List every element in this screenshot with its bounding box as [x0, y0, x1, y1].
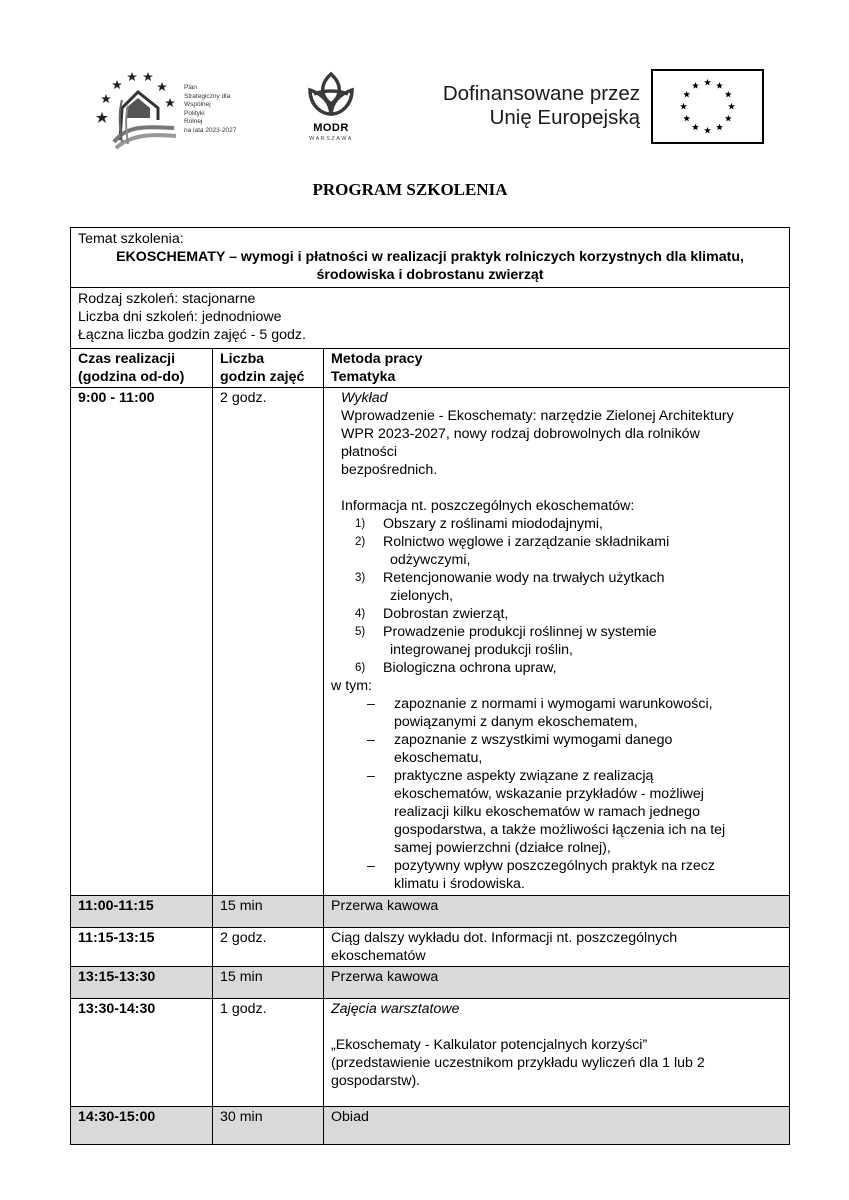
- eu-star-icon: [725, 115, 732, 122]
- training-hours-total: Łączna liczba godzin zajęć - 5 godz.: [78, 327, 306, 343]
- modr-trefoil-icon: [300, 70, 362, 122]
- item-number: 1): [355, 518, 366, 530]
- plan-strategiczny-text: [184, 84, 254, 136]
- text-line: Prowadzenie produkcji roślinnej w systemie: [383, 624, 657, 640]
- text-line: płatności: [341, 444, 397, 460]
- row-content: [324, 896, 790, 928]
- text-line: samej powierzchni (działce rolnej),: [394, 840, 611, 856]
- item-number: 2): [355, 536, 366, 548]
- ps-logo-line: Polityki: [184, 109, 205, 117]
- text-line: Obiad: [331, 1109, 369, 1125]
- list-item: [355, 659, 782, 677]
- header-line: godzin zajęć: [220, 369, 305, 385]
- text-line: Ciąg dalszy wykładu dot. Informacji nt. poszczególnych: [331, 930, 678, 946]
- text-line: zapoznanie z wszystkimi wymogami danego: [394, 732, 673, 748]
- training-type: Rodzaj szkoleń: stacjonarne: [78, 291, 256, 307]
- text-line: odżywczymi,: [390, 552, 471, 568]
- eu-star-icon: [716, 124, 723, 131]
- text-line: Rolnictwo węglowe i zarządzanie składnikami: [383, 534, 670, 550]
- row-hours: 15 min: [213, 967, 324, 999]
- plan-strategiczny-emblem-icon: [92, 70, 184, 150]
- row-content: [324, 967, 790, 999]
- text-line: bezpośrednich.: [341, 462, 438, 478]
- item-number: 4): [355, 608, 366, 620]
- topic-row: [71, 228, 790, 288]
- row-time: 11:15-13:15: [71, 928, 213, 967]
- text-line: praktyczne aspekty związane z realizacją: [394, 768, 654, 784]
- schedule-row: [71, 928, 790, 967]
- list-item: [355, 515, 782, 533]
- text-line: (przedstawienie uczestnikom przykładu wyliczeń dla 1 lub 2: [331, 1055, 705, 1071]
- schedule-row: [71, 967, 790, 999]
- row-content: [324, 388, 790, 896]
- eu-star-icon: [725, 91, 732, 98]
- list-item: [355, 533, 782, 569]
- including-label: w tym:: [331, 678, 372, 694]
- eu-star-icon: [683, 115, 690, 122]
- text-line: realizacji kilku ekoschematów w ramach jednego: [394, 804, 700, 820]
- row-time: 9:00 - 11:00: [71, 388, 213, 896]
- eu-star-icon: [692, 124, 699, 131]
- page-header: [0, 0, 849, 160]
- eu-flag: [651, 69, 764, 144]
- text-line: powiązanymi z danym ekoschematem,: [394, 714, 638, 730]
- column-header-time: [71, 349, 213, 388]
- header-line: (godzina od-do): [78, 369, 185, 385]
- item-number: 3): [355, 572, 366, 584]
- text-line: klimatu i środowiska.: [394, 876, 525, 892]
- column-header-row: [71, 349, 790, 388]
- schedule-row: [71, 388, 790, 896]
- schedule-row: [71, 999, 790, 1107]
- list-item: [355, 605, 782, 623]
- eu-star-icon: [704, 127, 711, 134]
- topics-list: [331, 695, 782, 893]
- dash-bullet-icon: –: [367, 858, 375, 874]
- eu-star-icon: [704, 79, 711, 86]
- text-line: Przerwa kawowa: [331, 969, 439, 985]
- topic-name: EKOSCHEMATY – wymogi i płatności w realizacji praktyk rolniczych korzystnych dla klimatu, środowiska i dobrostanu zwierząt: [116, 249, 744, 283]
- row-hours: 15 min: [213, 896, 324, 928]
- header-line: Czas realizacji: [78, 351, 176, 367]
- cofunding-line-2: Unię Europejską: [489, 106, 640, 129]
- intro-text: [331, 407, 782, 479]
- row-time: 13:30-14:30: [71, 999, 213, 1107]
- eu-stars-icon: [653, 71, 762, 142]
- list-item: [367, 857, 782, 893]
- ps-logo-line: na lata 2023-2027: [184, 126, 237, 134]
- text-line: zielonych,: [390, 588, 454, 604]
- dash-bullet-icon: –: [367, 768, 375, 784]
- header-line: Metoda pracy: [331, 351, 423, 367]
- eu-star-icon: [716, 82, 723, 89]
- ps-logo-line: Wspólnej: [184, 101, 211, 109]
- eu-star-icon: [692, 82, 699, 89]
- text-line: gospodarstw).: [331, 1073, 421, 1089]
- modr-logo: [300, 70, 362, 150]
- item-number: 6): [355, 662, 366, 674]
- eu-star-icon: [683, 91, 690, 98]
- text-line: WPR 2023-2027, nowy rodzaj dobrowolnych dla rolników: [341, 426, 700, 442]
- text-line: ekoschematów: [331, 948, 426, 964]
- row-time: 14:30-15:00: [71, 1107, 213, 1145]
- dash-bullet-icon: –: [367, 732, 375, 748]
- row-time: 13:15-13:30: [71, 967, 213, 999]
- list-item: [355, 569, 782, 605]
- ps-logo-line: Strategiczny dla: [184, 92, 231, 100]
- text-line: Wprowadzenie - Ekoschematy: narzędzie Zielonej Architektury: [341, 408, 734, 424]
- dash-bullet-icon: –: [367, 696, 375, 712]
- schedule-row: [71, 896, 790, 928]
- program-table: [70, 227, 790, 1145]
- text-line: pozytywny wpływ poszczególnych praktyk na rzecz: [394, 858, 715, 874]
- list-item: [367, 767, 782, 857]
- eu-star-icon: [680, 103, 687, 110]
- text-line: gospodarstwa, a także możliwości łączenia ich na tej: [394, 822, 726, 838]
- text-line: Dobrostan zwierząt,: [383, 606, 509, 622]
- ps-logo-line: Rolnej: [184, 118, 203, 126]
- list-item: [355, 623, 782, 659]
- modr-name: MODR: [313, 122, 349, 134]
- row-content: [324, 1107, 790, 1145]
- text-line: Biologiczna ochrona upraw,: [383, 660, 557, 676]
- text-line: ekoschematu,: [394, 750, 483, 766]
- row-hours: 30 min: [213, 1107, 324, 1145]
- row-content: [324, 999, 790, 1107]
- text-line: Retencjonowanie wody na trwałych użytkach: [383, 570, 665, 586]
- ecoschemes-info-label: Informacja nt. poszczególnych ekoschematów:: [341, 498, 635, 514]
- page-title: PROGRAM SZKOLENIA: [312, 180, 508, 199]
- list-item: [367, 695, 782, 731]
- row-hours: 2 godz.: [213, 388, 324, 896]
- row-hours: 1 godz.: [213, 999, 324, 1107]
- text-line: ekoschematów, wskazanie przykładów - możliwej: [394, 786, 704, 802]
- modr-city: WARSZAWA: [309, 136, 353, 142]
- item-number: 5): [355, 626, 366, 638]
- info-row: [71, 288, 790, 349]
- text-line: Obszary z roślinami miododajnymi,: [383, 516, 603, 532]
- text-line: Przerwa kawowa: [331, 898, 439, 914]
- cofunding-line-1: Dofinansowane przez: [442, 82, 640, 105]
- column-header-hours: [213, 349, 324, 388]
- column-header-method: [324, 349, 790, 388]
- list-item: [367, 731, 782, 767]
- text-line: zapoznanie z normami i wymogami warunkowości,: [394, 696, 713, 712]
- method-label: Wykład: [341, 390, 388, 406]
- cofunding-statement: [410, 82, 640, 130]
- header-line: Liczba: [220, 351, 265, 367]
- method-label: Zajęcia warsztatowe: [331, 1001, 460, 1017]
- text-line: integrowanej produkcji roślin,: [390, 642, 573, 658]
- training-days: Liczba dni szkoleń: jednodniowe: [78, 309, 282, 325]
- topic-label: Temat szkolenia:: [78, 231, 184, 247]
- header-line: Tematyka: [331, 369, 396, 385]
- ps-logo-line: Plan: [184, 84, 198, 91]
- ecoschemes-list: [331, 515, 782, 677]
- eu-star-icon: [728, 103, 735, 110]
- text-line: „Ekoschematy - Kalkulator potencjalnych korzyści”: [331, 1037, 648, 1053]
- plan-strategiczny-logo: [92, 70, 252, 150]
- row-content: [324, 928, 790, 967]
- schedule-row: [71, 1107, 790, 1145]
- row-time: 11:00-11:15: [71, 896, 213, 928]
- row-hours: 2 godz.: [213, 928, 324, 967]
